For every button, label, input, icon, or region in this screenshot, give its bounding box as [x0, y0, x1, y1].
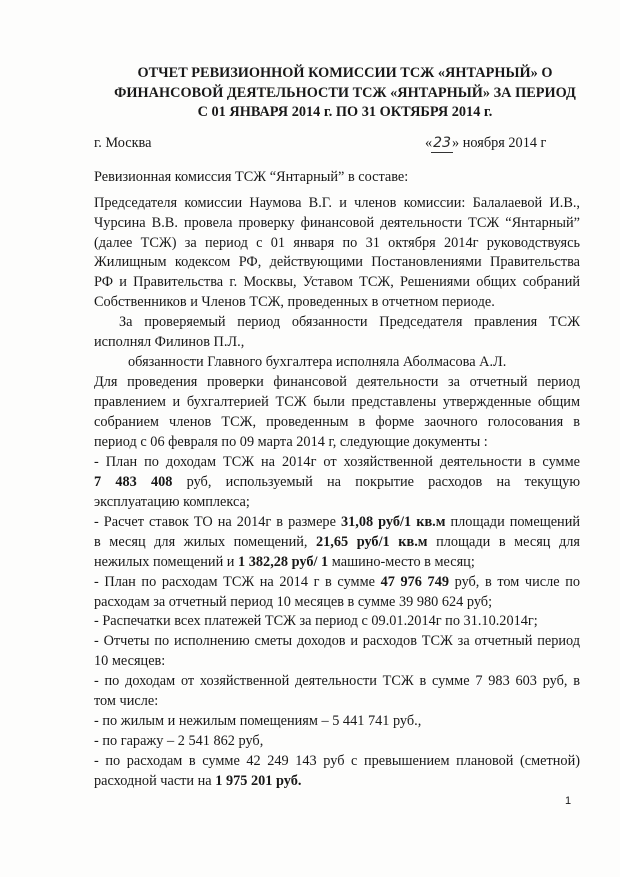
list-item-line: - по доходам от хозяйственной деятельности ТСЖ в сумме 7 983 603 руб, в: [94, 673, 580, 689]
title-line-1: ОТЧЕТ РЕВИЗИОННОЙ КОМИССИИ ТСЖ «ЯНТАРНЫЙ» О: [137, 65, 553, 81]
expense-plan-amount: 47 976 749: [380, 574, 449, 590]
page-number: 1: [565, 795, 572, 807]
paragraph-2-line: исполнял Филинов П.Л.,: [94, 334, 245, 350]
list-item-line: - по жилым и нежилым помещениям – 5 441 741 руб.,: [94, 713, 422, 729]
list-item-line: эксплуатацию комплекса;: [94, 494, 250, 510]
paragraph-2-line: За проверяемый период обязанности Председателя правления ТСЖ: [119, 314, 580, 330]
paragraph-3-line: правлением и бухгалтерией ТСЖ были представлены утвержденные общим: [94, 394, 580, 410]
paragraph-2-line: обязанности Главного бухгалтера исполняла Аболмасова А.Л.: [128, 354, 507, 370]
list-item-line: - План по доходам ТСЖ на 2014г от хозяйственной деятельности в сумме: [94, 454, 580, 470]
rate-residential: 31,08 руб/1 кв.м: [340, 514, 446, 530]
list-item-line: том числе:: [94, 693, 159, 709]
date-quote-close: »: [451, 135, 460, 151]
list-item-line: - План по расходам ТСЖ на 2014 г в сумме 47 976 749 руб, в том числе по: [94, 574, 581, 590]
list-item-line: расходам за отчетный период 10 месяцев в сумме 39 980 624 руб;: [94, 594, 493, 610]
list-item-line: расходной части на 1 975 201 руб.: [94, 773, 302, 789]
list-item-line: 10 месяцев:: [94, 653, 166, 669]
list-item-line: - Отчеты по исполнению сметы доходов и расходов ТСЖ за отчетный период: [94, 633, 580, 649]
date-month-year: ноября 2014 г: [459, 135, 547, 151]
paragraph-1-line: РФ и Правительства г. Москвы, Уставом ТСЖ, Решениями общих собраний: [94, 274, 580, 290]
handwritten-day: 23: [432, 133, 452, 154]
report-date: [425, 133, 546, 154]
list-item-line: - Расчет ставок ТО на 2014г в размере 31,08 руб/1 кв.м площади помещений: [94, 514, 580, 530]
list-item-line: - по гаражу – 2 541 862 руб,: [94, 733, 264, 749]
list-item-line: - по расходам в сумме 42 249 143 руб с превышением плановой (сметной): [94, 753, 580, 769]
list-item-line: в месяц для жилых помещений, 21,65 руб/1 кв.м площади в месяц для: [94, 534, 580, 550]
document-title: [60, 64, 620, 123]
date-quote-open: «: [425, 135, 433, 151]
list-item-line: - Распечатки всех платежей ТСЖ за период с 09.01.2014г по 31.10.2014г;: [94, 613, 538, 629]
paragraph-1-line: Председателя комиссии Наумова В.Г. и членов комиссии: Балалаевой И.В.,: [94, 195, 580, 211]
paragraph-3-line: собранием членов ТСЖ, проведенным в форме заочного голосования в: [94, 414, 580, 430]
title-line-2: ФИНАНСОВОЙ ДЕЯТЕЛЬНОСТИ ТСЖ «ЯНТАРНЫЙ» ЗА ПЕРИОД: [114, 84, 576, 101]
paragraph-3-line: период с 06 февраля по 09 марта 2014 г, следующие документы :: [94, 434, 488, 450]
city: г. Москва: [94, 135, 152, 151]
rate-nonresidential: 21,65 руб/1 кв.м: [316, 534, 428, 550]
paragraph-1-line: Собственников и Членов ТСЖ, проведенных в отчетном периоде.: [94, 294, 495, 310]
paragraph-1-line: (далее ТСЖ) за период с 01 января по 31 октября 2014г руководствуясь: [94, 235, 580, 251]
commission-intro: Ревизионная комиссия ТСЖ “Янтарный” в составе:: [94, 169, 409, 185]
paragraph-1-line: Чурсина В.В. провела проверку финансовой деятельности ТСЖ “Янтарный”: [94, 215, 580, 231]
paragraph-3-line: Для проведения проверки финансовой деятельности за отчетный период: [94, 374, 580, 390]
overspend-amount: 1 975 201 руб.: [215, 773, 302, 789]
list-item-line: 7 483 408 руб, используемый на покрытие расходов на текущую: [94, 474, 581, 490]
list-item-line: нежилых помещений и 1 382,28 руб/ 1 машино-место в месяц;: [94, 554, 475, 570]
title-line-3: С 01 ЯНВАРЯ 2014 г. ПО 31 ОКТЯБРЯ 2014 г.: [197, 104, 493, 120]
rate-parking: 1 382,28 руб/ 1: [238, 554, 329, 570]
income-plan-amount: 7 483 408: [94, 474, 173, 490]
paragraph-1-line: Жилищным кодексом РФ, действующими Постановлениями Правительства: [94, 254, 580, 270]
